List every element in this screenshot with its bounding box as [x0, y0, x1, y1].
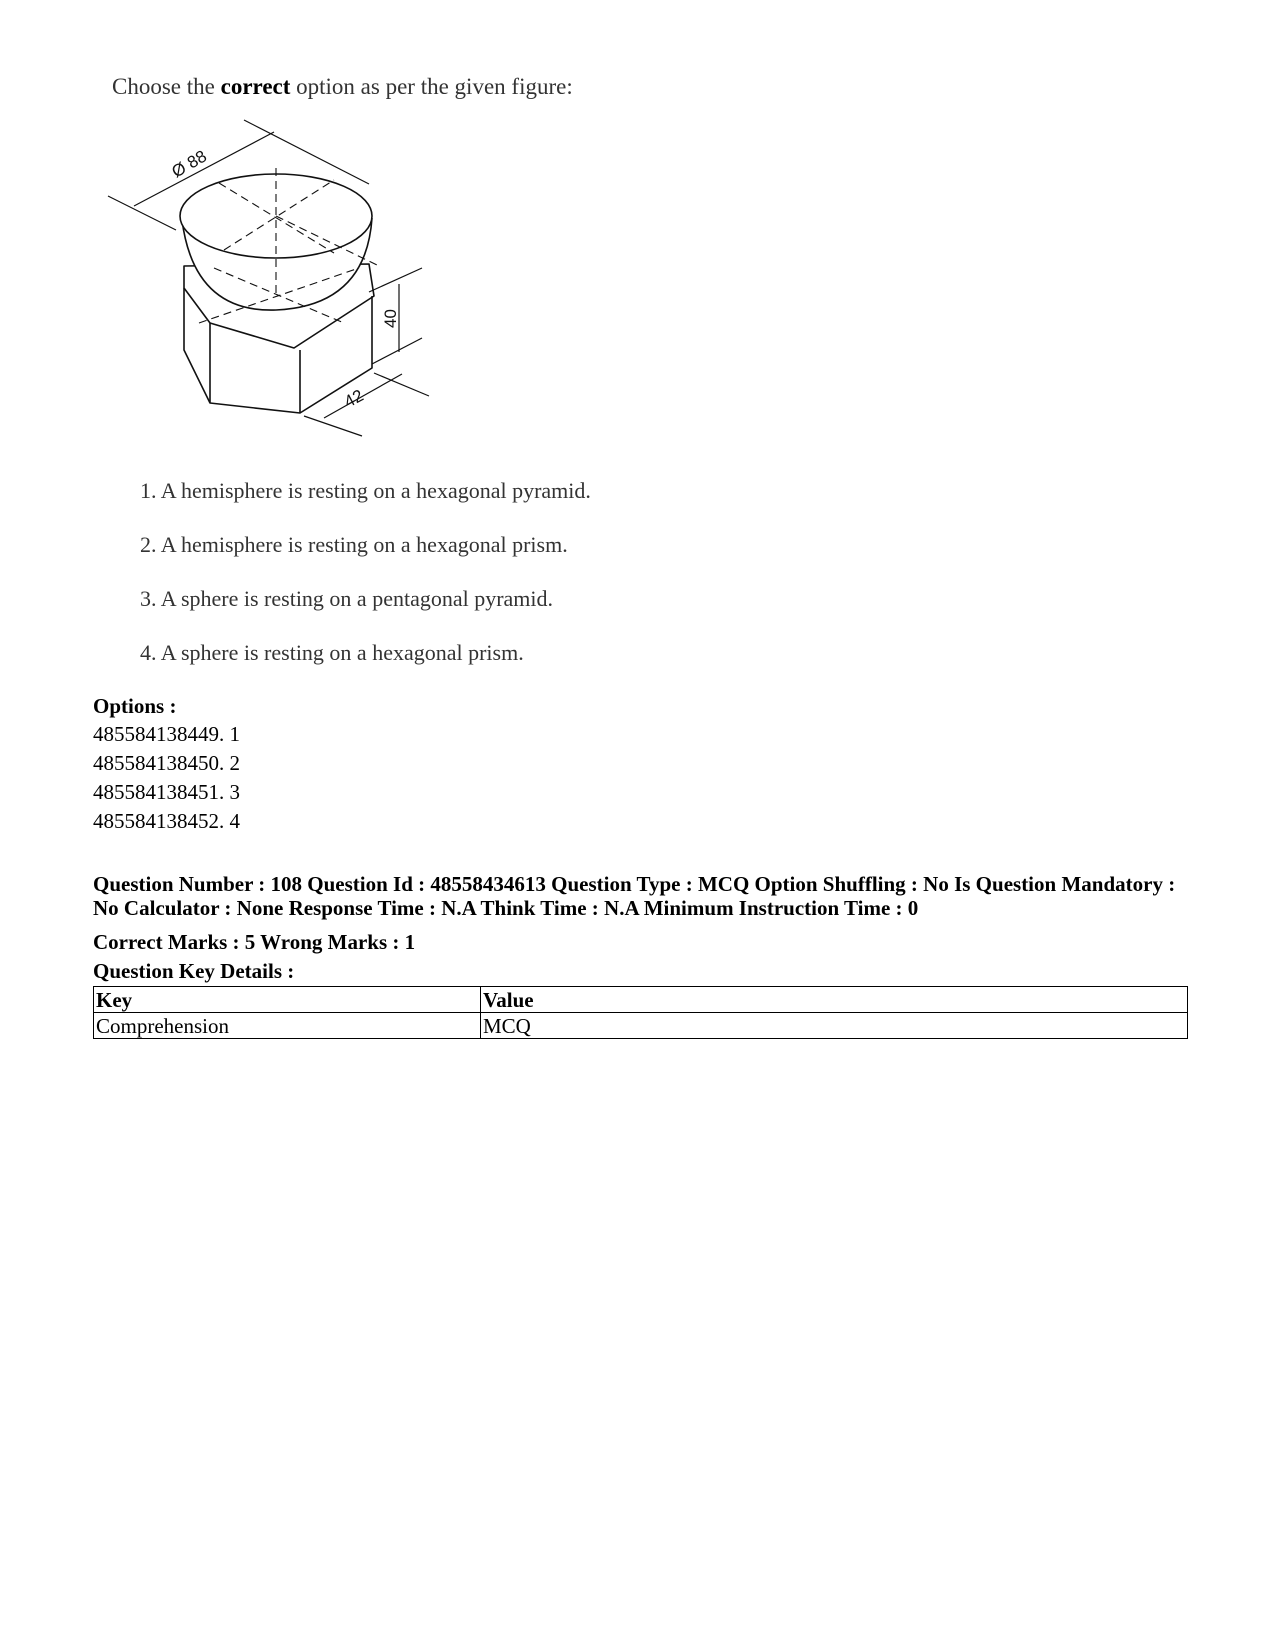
cell-value: MCQ: [481, 1013, 1188, 1039]
option-item: 485584138449. 1: [93, 722, 240, 746]
marks-info: Correct Marks : 5 Wrong Marks : 1: [93, 930, 416, 954]
choice-3: 3. A sphere is resting on a pentagonal pyramid.: [140, 586, 554, 611]
table-header-row: [94, 987, 1188, 1013]
header-key: Key: [94, 987, 481, 1013]
question-prompt: [112, 74, 573, 100]
question-figure: [104, 118, 444, 448]
prompt-text-end: option as per the given figure:: [290, 74, 573, 99]
key-details-label: Question Key Details :: [93, 959, 295, 983]
question-choices: [140, 478, 591, 694]
cell-key: Comprehension: [94, 1013, 481, 1039]
options-label: Options :: [93, 694, 177, 718]
prompt-text-start: Choose the: [112, 74, 221, 99]
option-item: 485584138451. 3: [93, 780, 240, 804]
choice-4: 4. A sphere is resting on a hexagonal prism.: [140, 640, 524, 665]
option-item: 485584138452. 4: [93, 809, 240, 833]
option-item: 485584138450. 2: [93, 751, 240, 775]
choice-1: 1. A hemisphere is resting on a hexagonal pyramid.: [140, 478, 591, 503]
table-row: [94, 1013, 1188, 1039]
question-meta: Question Number : 108 Question Id : 48558434613 Question Type : MCQ Option Shuffling : No Is Question Mandatory : No Calculator : None Response Time : N.A Think Time : N.A Minimum Instruction Time : 0: [93, 872, 1176, 920]
prompt-bold-word: correct: [220, 74, 291, 99]
options-list: [93, 722, 240, 838]
dim-height-label: 40: [381, 309, 400, 328]
dim-diameter-label: Ø 88: [168, 146, 210, 182]
key-details-table: [93, 986, 1188, 1039]
dim-side-label: 42: [340, 385, 367, 412]
choice-2: 2. A hemisphere is resting on a hexagonal prism.: [140, 532, 568, 557]
header-value: Value: [481, 987, 1188, 1013]
